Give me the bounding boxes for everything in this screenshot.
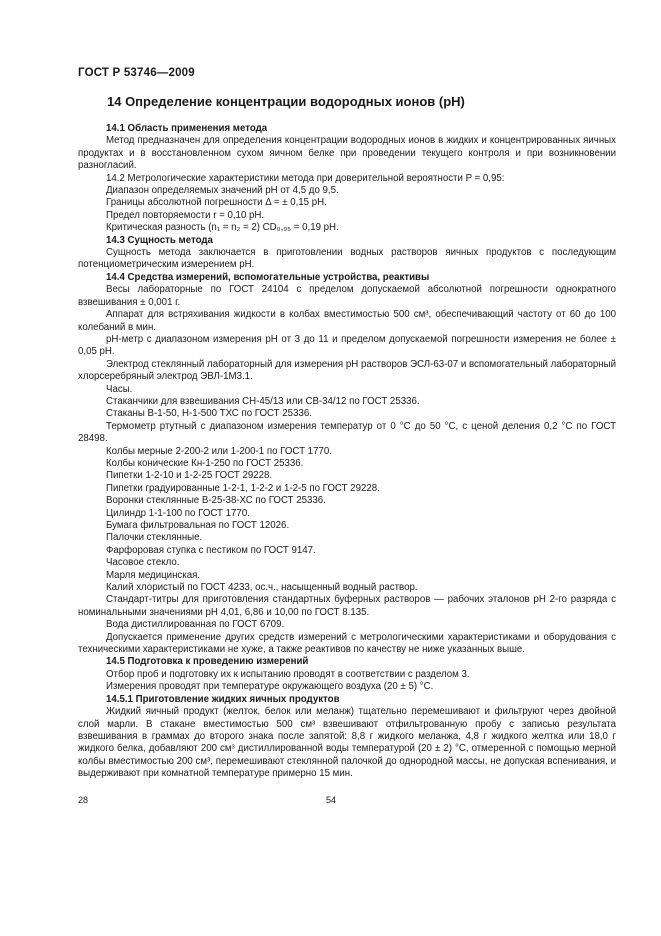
paragraph: Сущность метода заключается в приготовлении водных растворов яичных продуктов с последующим потенциометрическим измерением pH.	[78, 247, 616, 271]
page-number-left: 28	[78, 795, 89, 805]
paragraph: Предел повторяемости r = 0,10 pH.	[106, 209, 265, 221]
paragraph: 14.2 Метрологические характеристики метода при доверительной вероятности P = 0,95:	[106, 172, 505, 184]
paragraph: Палочки стеклянные.	[106, 532, 203, 544]
paragraph: Пипетки 1-2-10 и 1-2-25 ГОСТ 29228.	[106, 470, 273, 482]
paragraph: pH-метр с диапазоном измерения pH от 3 до 11 и пределом допускаемой погрешности измерения не более ± 0,05 pH.	[78, 333, 616, 358]
paragraph: Бумага фильтровальная по ГОСТ 12026.	[106, 520, 290, 531]
paragraph: Пипетки градуированные 1-2-1, 1-2-2 и 1-2-5 по ГОСТ 29228.	[106, 482, 380, 494]
paragraph: Цилиндр 1-1-100 по ГОСТ 1770.	[106, 507, 250, 519]
section-title: 14 Определение концентрации водородных ионов (pH)	[107, 94, 465, 109]
paragraph: Часы.	[106, 383, 133, 395]
paragraph: Электрод стеклянный лабораторный для измерения pH растворов ЭСЛ-63-07 и вспомогательный лабораторный хлорсеребряный электрод ЭВЛ-1М3.1.	[78, 358, 616, 383]
paragraph: Часовое стекло.	[106, 557, 180, 569]
subsection-heading: 14.5.1 Приготовление жидких яичных продуктов	[106, 693, 340, 705]
paragraph: Стаканы В-1-50, Н-1-500 ТХС по ГОСТ 25336.	[106, 408, 312, 420]
paragraph: Колбы мерные 2-200-2 или 1-200-1 по ГОСТ 1770.	[106, 445, 332, 457]
paragraph: Колбы конические Кн-1-250 по ГОСТ 25336.	[106, 457, 304, 469]
document-header: ГОСТ Р 53746—2009	[78, 67, 195, 79]
paragraph: Марля медицинская.	[106, 569, 201, 581]
paragraph: Жидкий яичный продукт (желток, белок или меланж) тщательно перемешивают и фильтруют через двойной слой марли. В стакане вместимостью 500 см³ взвешивают отфильтрованную пробу с записью результата взвешивания в граммах до второго знака после запятой: 8,8 г жидкого меланжа, 4,8 г жидкого желтка или 18,0 г жидкого белка, добавляют 200 см³ дистиллированной воды температурой (20 ± 2) °С, отмеренной с помощью мерной колбы вместимостью 200 см³, перемешивают стеклянной палочкой до однородной массы, не допуская вспенивания, и выдерживают при комнатной температуре примерно 15 мин.	[78, 706, 616, 780]
paragraph: Вода дистиллированная по ГОСТ 6709.	[106, 619, 285, 631]
paragraph: Допускается применение других средств измерений с метрологическими характеристиками и оборудования с техническими характеристиками не хуже, а также реактивов по качеству не ниже указанных выше.	[78, 631, 616, 656]
document-body	[78, 123, 616, 781]
paragraph: Воронки стеклянные В-25-38-ХС по ГОСТ 25336.	[106, 495, 326, 507]
paragraph: Измерения проводят при температуре окружающего воздуха (20 ± 5) °С.	[106, 681, 434, 693]
paragraph: Термометр ртутный с диапазоном измерения температур от 0 °С до 50 °С, с ценой деления 0,2 °С по ГОСТ 28498.	[78, 420, 616, 445]
paragraph: Метод предназначен для определения концентрации водородных ионов в жидких и концентрированных яичных продуктах и в восстановленном сухом яичном белке при проведении текущего контроля и при возникновении разногласий.	[78, 135, 616, 172]
paragraph: Весы лабораторные по ГОСТ 24104 с пределом допускаемой абсолютной погрешности однократного взвешивания ± 0,001 г.	[78, 284, 616, 308]
page-number-center: 54	[326, 795, 337, 805]
paragraph: Границы абсолютной погрешности Δ = ± 0,15 pH.	[106, 197, 327, 209]
paragraph: Калий хлористый по ГОСТ 4233, ос.ч., насыщенный водный раствор.	[106, 582, 418, 594]
subsection-heading: 14.4 Средства измерений, вспомогательные устройства, реактивы	[106, 271, 430, 283]
paragraph: Диапазон определяемых значений pH от 4,5 до 9,5.	[106, 185, 339, 197]
paragraph: Отбор проб и подготовку их к испытанию проводят в соответствии с разделом 3.	[106, 668, 470, 680]
subsection-heading: 14.5 Подготовка к проведению измерений	[106, 656, 309, 668]
subsection-heading: 14.1 Область применения метода	[106, 123, 268, 134]
paragraph: Аппарат для встряхивания жидкости в колбах вместимостью 500 см³, обеспечивающий частоту от 60 до 100 колебаний в мин.	[78, 309, 616, 333]
paragraph: Критическая разность (n₁ = n₂ = 2) CD₀,₉₅ = 0,19 pH.	[106, 222, 339, 234]
paragraph: Стандарт-титры для приготовления стандартных буферных растворов — рабочих эталонов pH 2-го разряда с номинальными значениями pH 4,01, 6,86 и 10,00 по ГОСТ 8.135.	[78, 594, 616, 618]
subsection-heading: 14.3 Сущность метода	[106, 234, 213, 246]
paragraph: Фарфоровая ступка с пестиком по ГОСТ 9147.	[106, 544, 316, 556]
paragraph: Стаканчики для взвешивания СН-45/13 или СВ-34/12 по ГОСТ 25336.	[106, 395, 420, 407]
